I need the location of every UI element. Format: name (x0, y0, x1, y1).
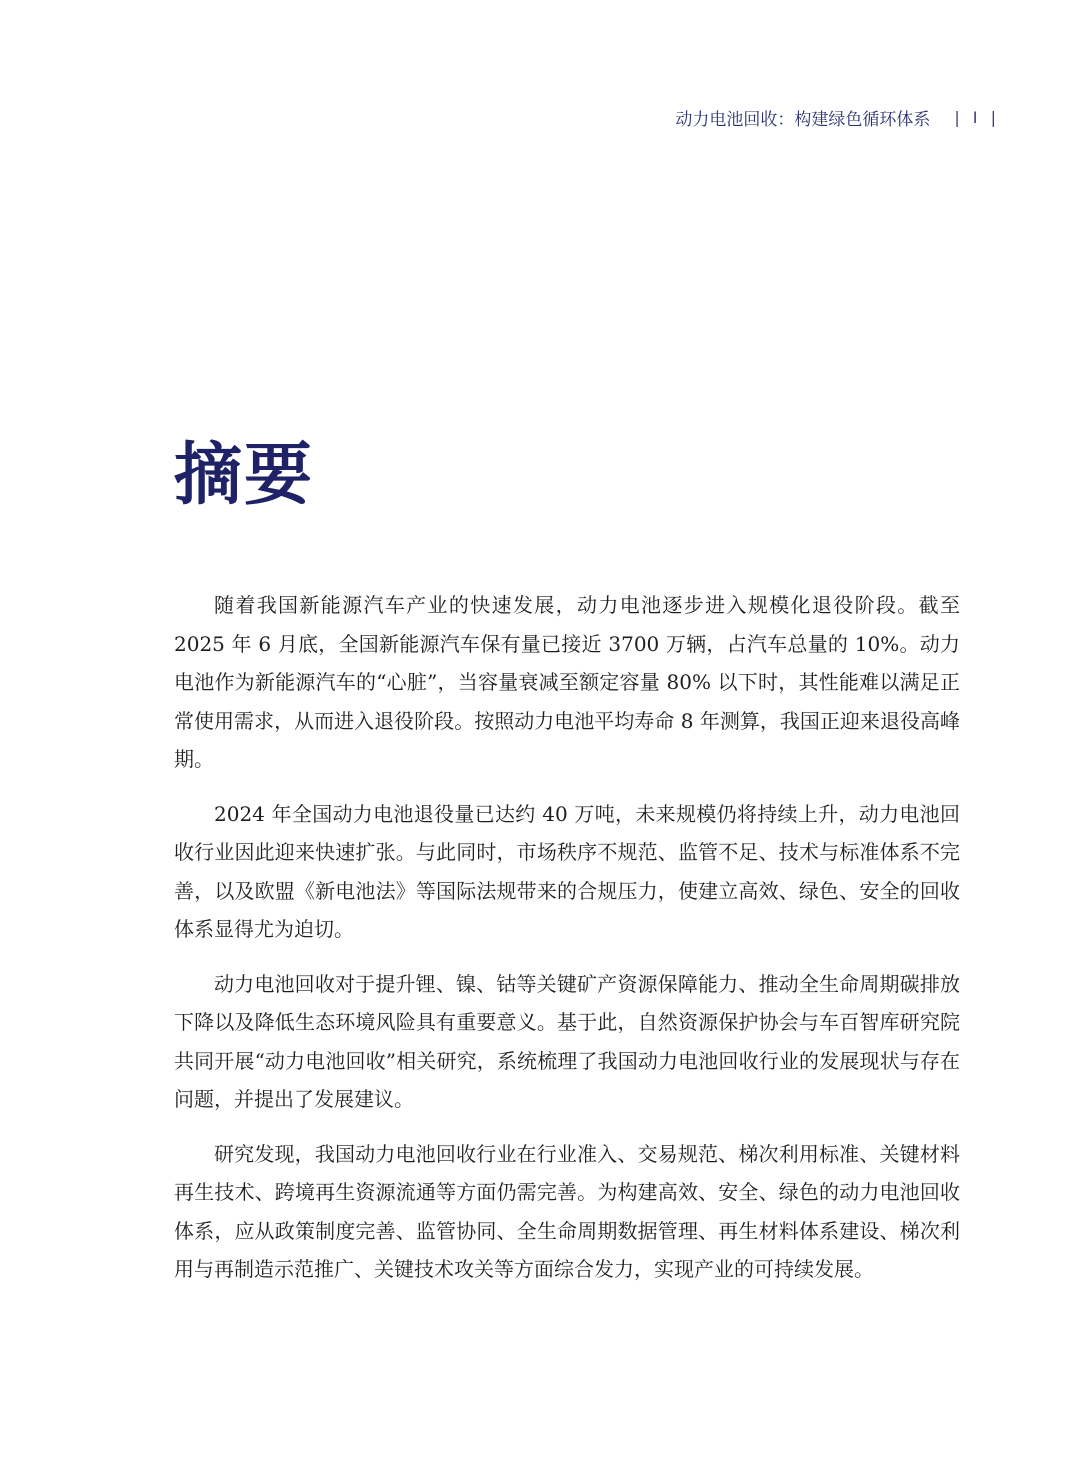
paragraph-1: 随着我国新能源汽车产业的快速发展，动力电池逐步进入规模化退役阶段。截至 2025 年 6 月底，全国新能源汽车保有量已接近 3700 万辆，占汽车总量的 10%。动力电池作为新能源汽车的“心脏”，当容量衰减至额定容量 80% 以下时，其性能难以满足正常使用需求，从而进入退役阶段。按照动力电池平均寿命 8 年测算，我国正迎来退役高峰期。 (174, 593, 960, 771)
abstract-body (174, 586, 960, 1305)
running-header-title: 动力电池回收：构建绿色循环体系 (675, 110, 931, 130)
paragraph-2: 2024 年全国动力电池退役量已达约 40 万吨，未来规模仍将持续上升，动力电池回收行业因此迎来快速扩张。与此同时，市场秩序不规范、监管不足、技术与标准体系不完善，以及欧盟《新电池法》等国际法规带来的合规压力，使建立高效、绿色、安全的回收体系显得尤为迫切。 (174, 801, 960, 941)
running-header (675, 105, 1000, 130)
paragraph-3: 动力电池回收对于提升锂、镍、钴等关键矿产资源保障能力、推动全生命周期碳排放下降以及降低生态环境风险具有重要意义。基于此，自然资源保护协会与车百智库研究院共同开展“动力电池回收”相关研究，系统梳理了我国动力电池回收行业的发展现状与存在问题，并提出了发展建议。 (174, 971, 960, 1111)
page-number-marker: | I | (954, 108, 1000, 127)
page-title: 摘要 (174, 436, 315, 515)
paragraph-4: 研究发现，我国动力电池回收行业在行业准入、交易规范、梯次利用标准、关键材料再生技术、跨境再生资源流通等方面仍需完善。为构建高效、安全、绿色的动力电池回收体系，应从政策制度完善、监管协同、全生命周期数据管理、再生材料体系建设、梯次利用与再制造示范推广、关键技术攻关等方面综合发力，实现产业的可持续发展。 (174, 1141, 960, 1281)
